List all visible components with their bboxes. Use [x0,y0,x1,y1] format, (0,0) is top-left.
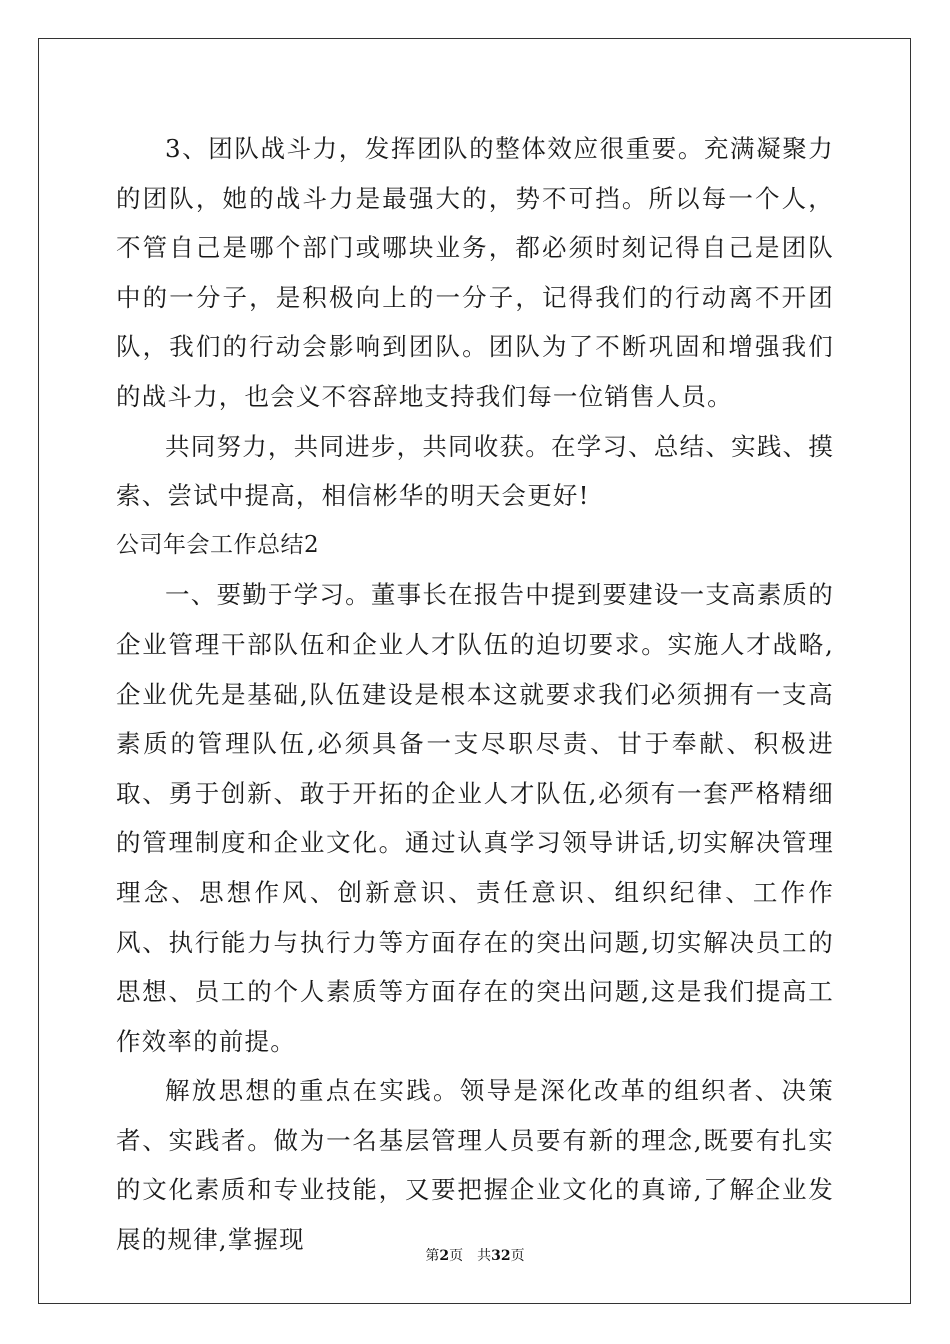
paragraph-common-effort: 共同努力，共同进步，共同收获。在学习、总结、实践、摸索、尝试中提高，相信彬华的明天会更好! [116,431,834,511]
total-page-count: 32 [491,1248,511,1264]
footer-prefix: 第 [425,1248,440,1264]
document-body [116,124,834,1265]
footer-page-suffix: 页 [449,1248,464,1264]
footer-total-suffix: 页 [510,1248,525,1264]
page-footer [0,1247,950,1265]
paragraph-practice: 解放思想的重点在实践。领导是深化改革的组织者、决策者、实践者。做为一名基层管理人员要有新的理念,既要有扎实的文化素质和专业技能，又要把握企业文化的真谛,了解企业发展的规律,掌握现 [116,1076,834,1255]
paragraph-study: 一、要勤于学习。董事长在报告中提到要建设一支高素质的企业管理干部队伍和企业人才队伍的迫切要求。实施人才战略,企业优先是基础,队伍建设是根本这就要求我们必须拥有一支高素质的管理队伍,必须具备一支尽职尽责、甘于奉献、积极进取、勇于创新、敢于开拓的企业人才队伍,必须有一套严格精细的管理制度和企业文化。通过认真学习领导讲话,切实解决管理理念、思想作风、创新意识、责任意识、组织纪律、工作作风、执行能力与执行力等方面存在的突出问题,切实解决员工的思想、员工的个人素质等方面存在的突出问题,这是我们提高工作效率的前提。 [116,580,834,1056]
paragraph-team-strength: 3、团队战斗力，发挥团队的整体效应很重要。充满凝聚力的团队，她的战斗力是最强大的，势不可挡。所以每一个人，不管自己是哪个部门或哪块业务，都必须时刻记得自己是团队中的一分子，是积极向上的一分子，记得我们的行动离不开团队，我们的行动会影响到团队。团队为了不断巩固和增强我们的战斗力，也会义不容辞地支持我们每一位销售人员。 [116,134,834,411]
section-heading: 公司年会工作总结2 [116,531,320,558]
current-page-number: 2 [439,1248,450,1264]
footer-total-prefix: 共 [477,1248,492,1264]
